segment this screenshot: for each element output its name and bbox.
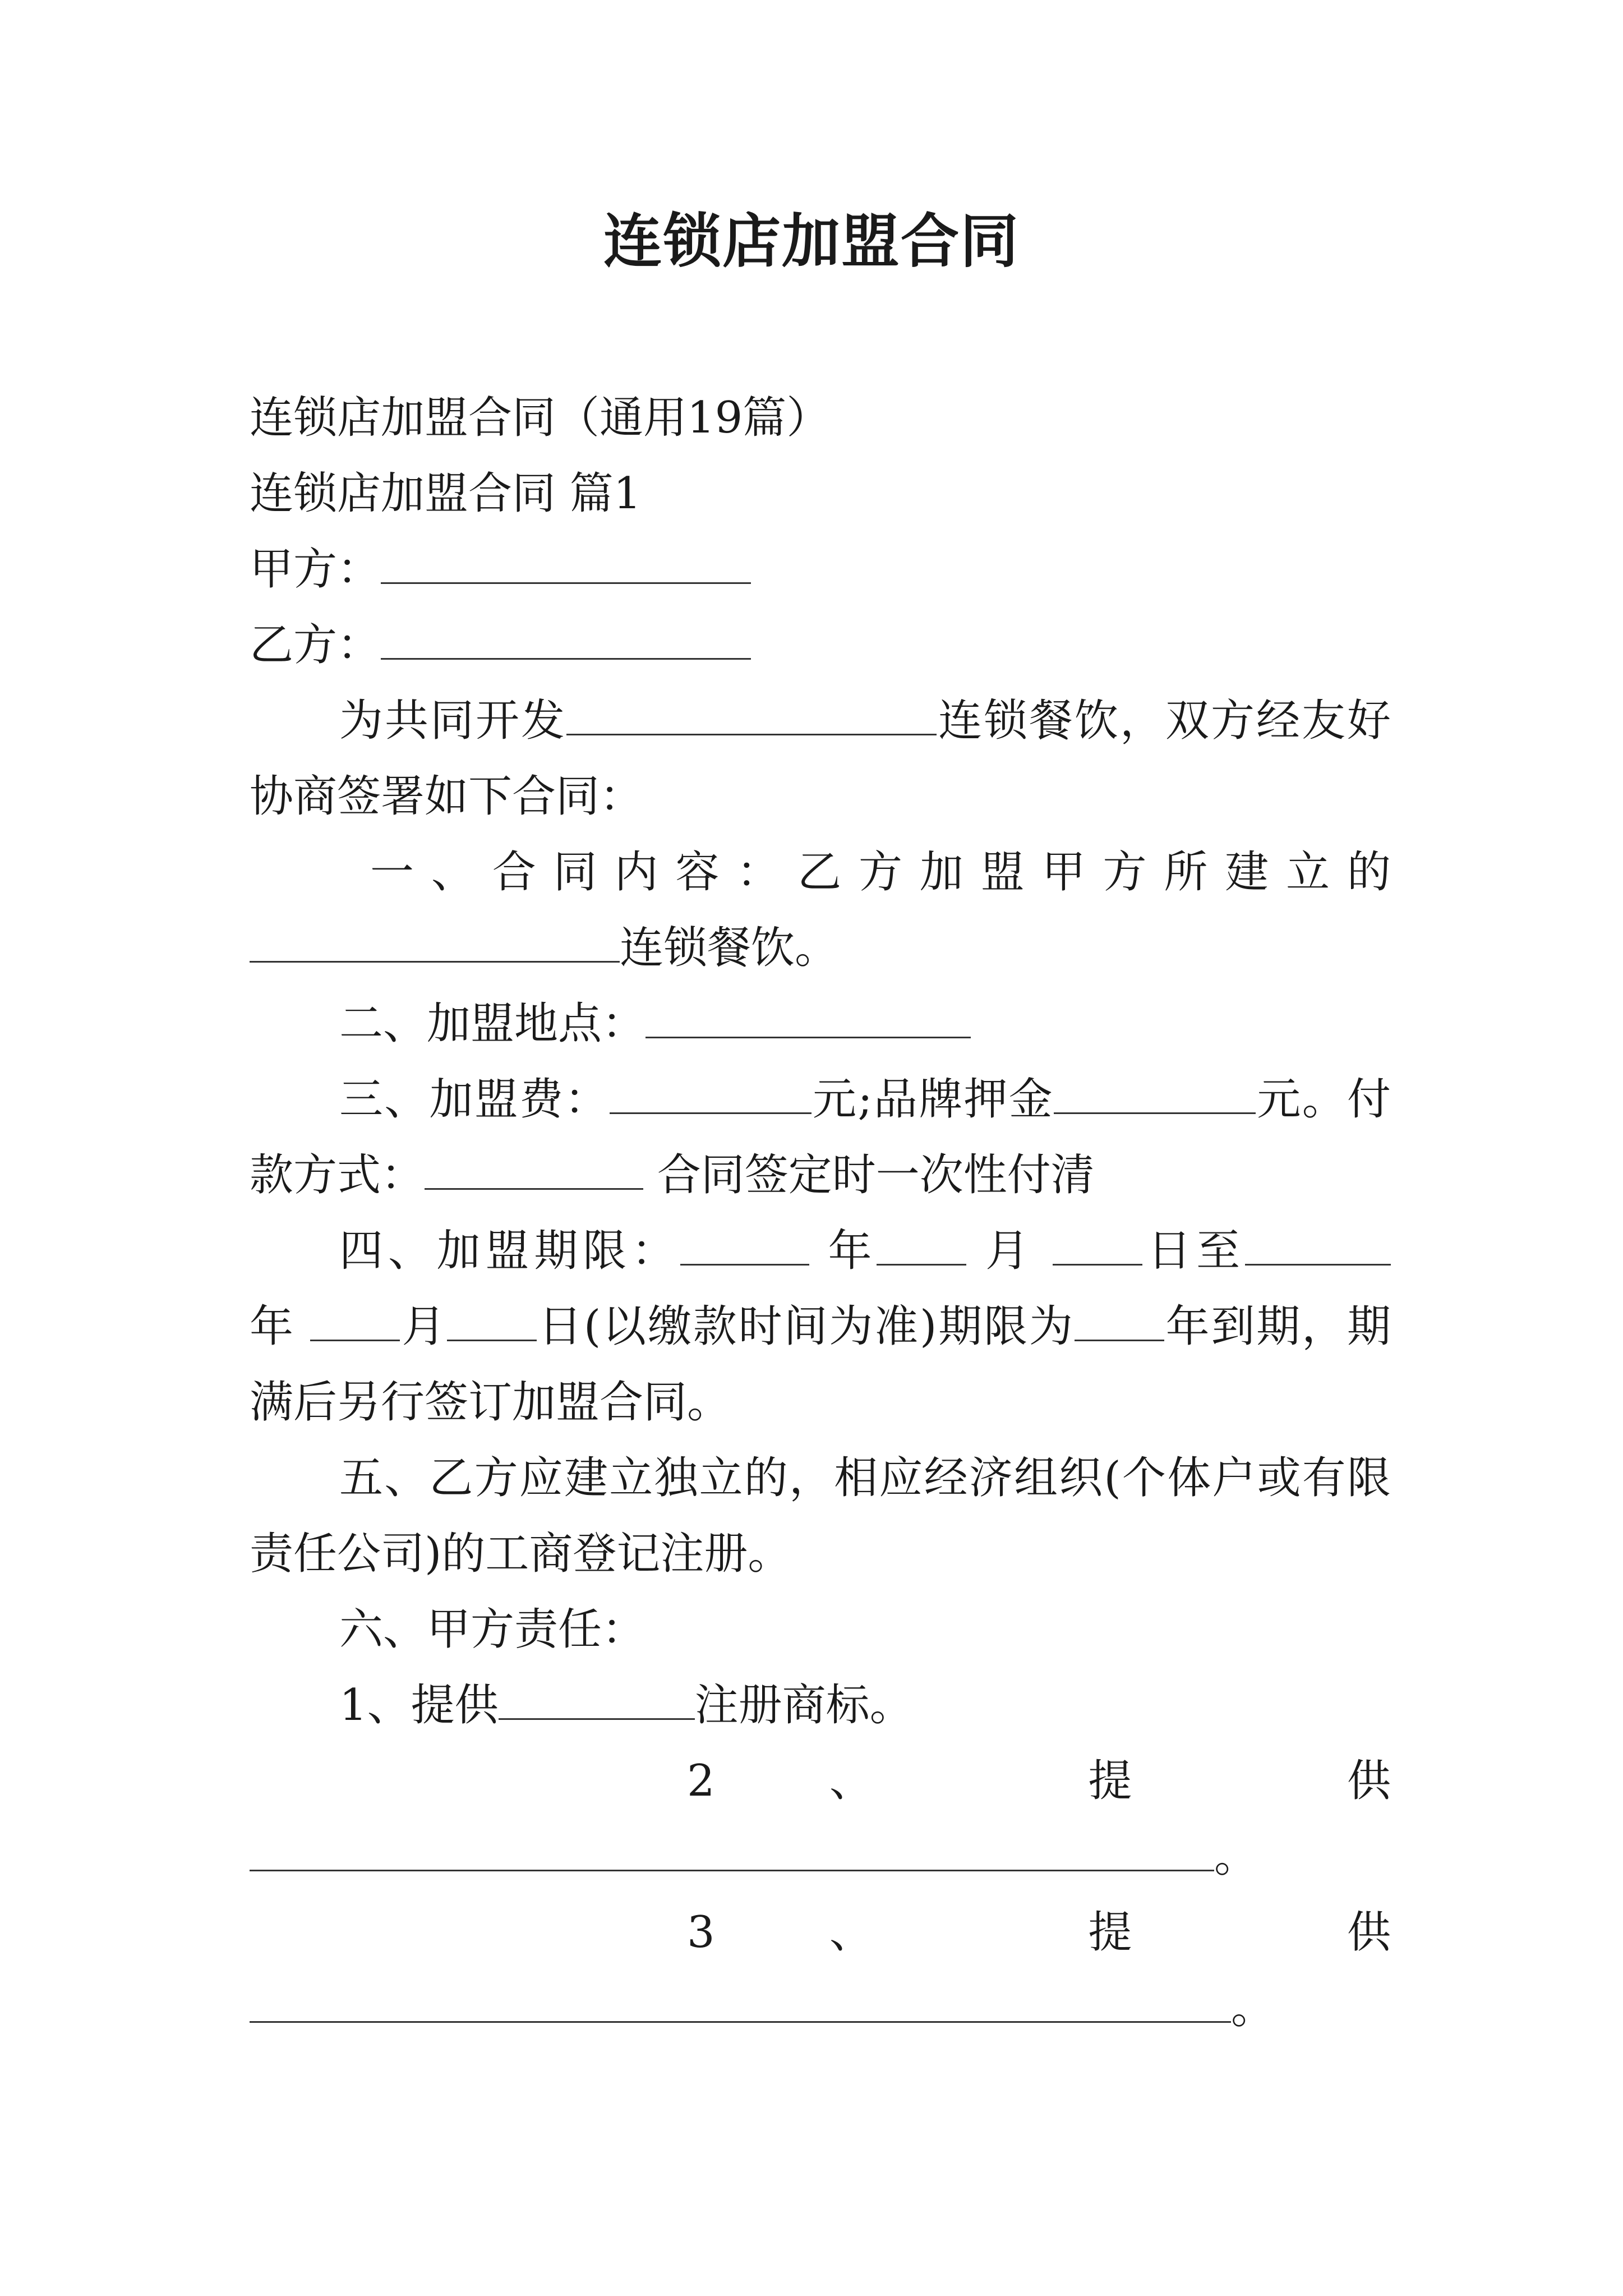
end-year-blank[interactable] [1245,1229,1391,1266]
party-b-blank[interactable] [381,623,751,660]
intro-line-2: 协商签署如下合同： [250,771,644,822]
clause-4-line-3: 满后另行签订加盟合同。 [250,1377,731,1428]
item-3-blank[interactable] [250,1986,1231,2023]
start-year-blank[interactable] [680,1229,809,1266]
intro-line-1: 为共同开发 连锁餐饮，双方经友好 [339,696,1391,746]
end-month-blank[interactable] [310,1305,400,1341]
clause-5-line-2: 责任公司)的工商登记注册。 [250,1529,792,1579]
section-heading-line: 连锁店加盟合同 篇1 [250,468,642,519]
clause-4-line-2: 年 月 日(以缴款时间为准)期限为 年到期，期 [250,1301,1391,1352]
clause-5-line-1: 五、乙方应建立独立的，相应经济组织(个体户或有限 [339,1453,1391,1503]
term-years-blank[interactable] [1075,1305,1164,1341]
fee-blank[interactable] [610,1078,811,1114]
trademark-blank[interactable] [499,1683,695,1720]
clause-6-item-3-line-2: 。 [250,1977,1391,2039]
deposit-blank[interactable] [1054,1078,1256,1114]
end-day-blank[interactable] [447,1305,537,1341]
clause-1-line-1: 一、合同内容：乙方加盟甲方所建立的 [370,847,1391,898]
clause-6-item-1: 1、提供 注册商标。 [339,1680,914,1731]
clause-4-line-1: 四、加盟期限： 年 月 日至 [339,1220,1391,1282]
franchise-name-blank[interactable] [250,926,620,963]
payment-method-blank[interactable] [425,1153,643,1190]
start-month-blank[interactable] [877,1229,966,1266]
item-2-blank[interactable] [250,1835,1214,1871]
party-a-blank[interactable] [381,547,751,584]
document-title: 连锁店加盟合同 [603,206,1020,275]
subtitle-line: 连锁店加盟合同（通用19篇） [250,393,831,443]
clause-3-line-2: 款方式： 合同签定时一次性付清 [250,1150,1095,1200]
clause-6-item-3-line-1: 3 、 提 供 [687,1907,1391,1958]
start-day-blank[interactable] [1053,1229,1142,1266]
clause-2-line: 二、加盟地点： [339,993,1391,1055]
clause-6-item-2-line-2: 。 [250,1826,1391,1888]
clause-1-line-2: 连锁餐饮。 [250,917,1391,979]
brand-blank[interactable] [566,699,937,735]
clause-6-heading: 六、甲方责任： [339,1604,646,1655]
party-b-line: 乙方： [250,614,1391,676]
party-a-line: 甲方： [250,539,1391,600]
clause-3-line-1: 三、加盟费： 元;品牌押金 元。付 [339,1074,1391,1125]
location-blank[interactable] [645,1002,971,1038]
clause-6-item-2-line-1: 2 、 提 供 [687,1756,1391,1806]
